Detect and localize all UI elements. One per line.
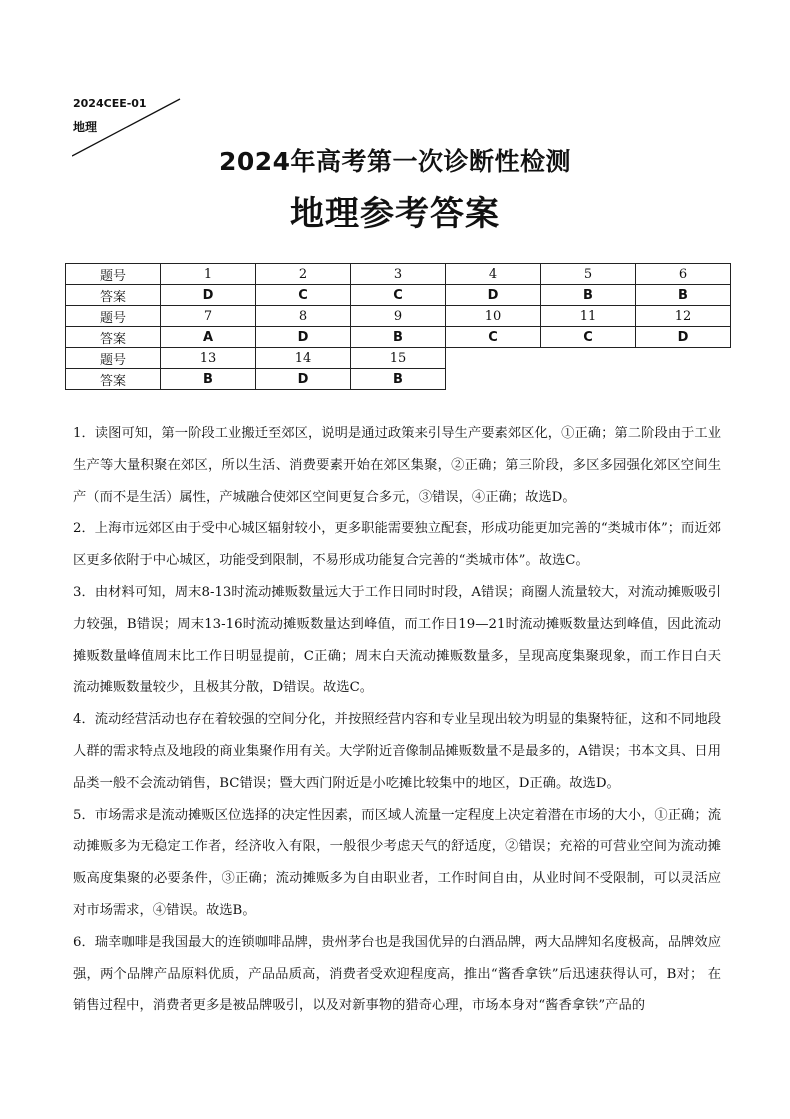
question-number: 2	[256, 264, 351, 285]
question-number: 6	[636, 264, 731, 285]
question-number: 15	[351, 348, 446, 369]
answer-value: C	[351, 285, 446, 306]
question-number: 11	[541, 306, 636, 327]
answer-value: C	[446, 327, 541, 348]
explanation-paragraph: 3．由材料可知，周末8-13时流动摊贩数量远大于工作日同时时段，A错误；商圈人流量较大，对流动摊贩吸引力较强，B错误；周末13-16时流动摊贩数量达到峰值，而工作日19—21时流动摊贩数量达到峰值，因此流动摊贩数量峰值周末比工作日明显提前，C正确；周末白天流动摊贩数量多，呈现高度集聚现象，而工作日白天流动摊贩数量较少，且极其分散，D错误。故选C。	[73, 584, 721, 696]
question-number: 12	[636, 306, 731, 327]
explanation-paragraph: 5．市场需求是流动摊贩区位选择的决定性因素，而区域人流量一定程度上决定着潜在市场的大小，①正确；流动摊贩多为无稳定工作者，经济收入有限，一般很少考虑天气的舒适度，②错误；充裕的可营业空间为流动摊贩高度集聚的必要条件，③正确；流动摊贩多为自由职业者，工作时间自由，从业时间不受限制，可以灵活应对市场需求，④错误。故选B。	[73, 807, 721, 918]
question-number: 8	[256, 306, 351, 327]
answer-value: D	[161, 285, 256, 306]
question-number: 5	[541, 264, 636, 285]
question-number: 3	[351, 264, 446, 285]
explanations	[73, 418, 721, 1022]
answer-label: 答案	[66, 327, 161, 348]
answer-value: B	[351, 369, 446, 390]
question-number: 1	[161, 264, 256, 285]
question-label: 题号	[66, 306, 161, 327]
answer-row	[66, 369, 731, 390]
answer-value: B	[636, 285, 731, 306]
answer-value: D	[256, 369, 351, 390]
question-number: 10	[446, 306, 541, 327]
answer-row	[66, 285, 731, 306]
answer-label: 答案	[66, 285, 161, 306]
answer-value: A	[161, 327, 256, 348]
question-number: 13	[161, 348, 256, 369]
explanation-paragraph: 6．瑞幸咖啡是我国最大的连锁咖啡品牌，贵州茅台也是我国优异的白酒品牌，两大品牌知名度极高，品牌效应强，两个品牌产品原料优质，产品品质高，消费者受欢迎程度高，推出“酱香拿铁”后迅速获得认可，B对； 在销售过程中，消费者更多是被品牌吸引，以及对新事物的猎奇心理，市场本身对“酱香拿铁”产品的	[73, 934, 721, 1014]
explanation-paragraph: 2．上海市远郊区由于受中心城区辐射较小，更多职能需要独立配套，形成功能更加完善的“类城市体”；而近郊区更多依附于中心城区，功能受到限制，不易形成功能复合完善的“类城市体”。故选C。	[73, 521, 721, 569]
answer-value: C	[256, 285, 351, 306]
answer-value: C	[541, 327, 636, 348]
empty-cell	[636, 369, 731, 390]
answer-table	[65, 263, 731, 390]
answer-value: B	[351, 327, 446, 348]
question-number-row	[66, 306, 731, 327]
empty-cell	[541, 369, 636, 390]
empty-cell	[446, 369, 541, 390]
answer-label: 答案	[66, 369, 161, 390]
answer-value: D	[636, 327, 731, 348]
answer-value: B	[161, 369, 256, 390]
explanation-paragraph: 4．流动经营活动也存在着较强的空间分化，并按照经营内容和专业呈现出较为明显的集聚特征，这和不同地段人群的需求特点及地段的商业集聚作用有关。大学附近音像制品摊贩数量不是最多的，A错误；书本文具、日用品类一般不会流动销售，BC错误；暨大西门附近是小吃摊比较集中的地区，D正确。故选D。	[73, 712, 721, 791]
answer-value: B	[541, 285, 636, 306]
question-number-row	[66, 348, 731, 369]
question-number-row	[66, 264, 731, 285]
question-label: 题号	[66, 348, 161, 369]
page-subtitle: 地理参考答案	[290, 194, 500, 234]
explanation-paragraph: 1．读图可知，第一阶段工业搬迁至郊区，说明是通过政策来引导生产要素郊区化，①正确；第二阶段由于工业生产等大量积聚在郊区，所以生活、消费要素开始在郊区集聚，②正确；第三阶段，多区多园强化郊区空间生产（而不是生活）属性，产城融合使郊区空间更复合多元，③错误，④正确；故选D。	[73, 426, 721, 505]
question-number: 7	[161, 306, 256, 327]
answer-value: D	[256, 327, 351, 348]
question-number: 9	[351, 306, 446, 327]
question-number: 14	[256, 348, 351, 369]
subject-label: 地理	[73, 120, 98, 134]
page-title: 2024年高考第一次诊断性检测	[218, 147, 572, 176]
question-number: 4	[446, 264, 541, 285]
exam-code: 2024CEE-01	[73, 97, 147, 110]
answer-row	[66, 327, 731, 348]
answer-value: D	[446, 285, 541, 306]
empty-cell	[446, 348, 541, 369]
question-label: 题号	[66, 264, 161, 285]
empty-cell	[636, 348, 731, 369]
empty-cell	[541, 348, 636, 369]
